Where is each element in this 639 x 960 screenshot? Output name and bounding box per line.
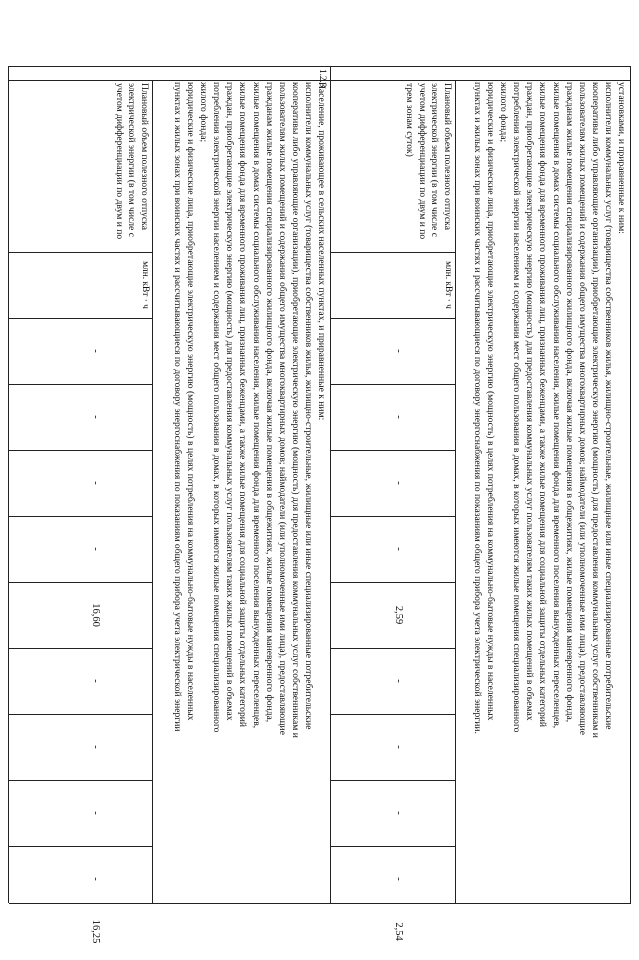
paragraph-line: граждан, приобретающие электрическую энергию (мощность) для предоставления коммунальных услуг пользователям таких жилых помещений в объемах	[524, 82, 536, 721]
value-cell: -	[393, 349, 404, 353]
value-cell: -	[393, 481, 404, 485]
paragraph-line: жилые помещения в домах системы социального обслуживания населения, жилые помещения фонда для временного поселения вынужденных переселенцев,	[250, 82, 262, 729]
value-cell: -	[90, 745, 101, 749]
value-cell: -	[393, 415, 404, 419]
paragraph-line: юридические и физические лица, приобретающие электрическую энергию (мощность) в целях потребления на коммунально-бытовые нужды в населенных	[485, 82, 497, 721]
row-label-line: трем зонам суток)	[404, 83, 416, 157]
paragraph-line: исполнители коммунальных услуг (товарищества собственников жилья, жилищно-строительные, жилищные или иные специализированные потребительские	[303, 82, 314, 730]
cell-divider	[9, 714, 153, 715]
value-cell: -	[393, 811, 404, 815]
paragraph-line: жилые помещения фонда для временного проживания лиц, признанных беженцами, а также жилые помещения для социальной защиты отдельных категорий	[237, 82, 249, 728]
paragraph-line: пользователям жилых помещений и содержания общего имущества многоквартирных домов; наймодатели (или уполномоченные ими лица), предоставляющие	[276, 82, 288, 735]
table-bottom-border	[8, 66, 9, 903]
paragraph-line: исполнители коммунальных услуг (товарищества собственников жилья, жилищно-строительные, жилищные или иные специализированные потребительские	[603, 82, 614, 730]
paragraph-line: потребления электрической энергии населением и содержания мест общего пользования в домах, в которых имеются жилые помещения специализированного	[211, 82, 223, 733]
value-cell: -	[393, 877, 404, 881]
paragraph-line: жилые помещения в домах системы социального обслуживания населения, жилые помещения фонда для временного поселения вынужденных переселенцев,	[550, 82, 562, 729]
row-label-line: учетом дифференциации по двум и по	[416, 83, 428, 240]
value-cell: -	[90, 547, 101, 551]
value-cell: 2,54	[393, 922, 404, 941]
row-label-line: электрической энергии (в том числе с	[126, 83, 138, 237]
value-cell: -	[90, 349, 101, 353]
row-label-line: электрической энергии (в том числе с	[429, 83, 441, 237]
block-2-intro: Население, проживающее в сельских населенных пунктах, и приравненные к ним:	[316, 82, 327, 421]
block-1-intro: установками, и приравненные к ним:	[616, 82, 627, 234]
cell-divider	[9, 384, 153, 385]
value-cell: -	[90, 679, 101, 683]
value-cell: 2,59	[393, 605, 404, 625]
paragraph-line: потребления электрической энергии населением и содержания мест общего пользования в домах, в которых имеются жилые помещения специализированного	[511, 82, 523, 733]
cell-divider	[9, 450, 153, 451]
paragraph-line: жилые помещения фонда для временного проживания лиц, признанных беженцами, а также жилые помещения для социальной защиты отдельных категорий	[537, 82, 549, 728]
cell-divider	[9, 252, 153, 253]
value-cell: -	[393, 745, 404, 749]
cell-divider	[9, 780, 153, 781]
unit-cell: млн. кВт · ч	[140, 261, 150, 309]
row-separator	[330, 66, 331, 903]
value-cell: -	[90, 481, 101, 485]
paragraph-line: юридические и физические лица, приобретающие электрическую энергию (мощность) в целях потребления на коммунально-бытовые нужды в населенных	[185, 82, 197, 721]
value-cell: 16,60	[90, 603, 101, 627]
value-cell: -	[90, 415, 101, 419]
cell-divider	[9, 318, 153, 319]
value-cell: -	[393, 679, 404, 683]
value-cell: -	[90, 877, 101, 881]
cell-divider	[9, 648, 153, 649]
value-cell: -	[393, 547, 404, 551]
paragraph-line: пунктах и жилых зонах при воинских частях и рассчитывающиеся по договору энергоснабжения по показаниям общего прибора учета электрической энергии.	[472, 82, 483, 734]
cell-divider	[9, 516, 153, 517]
cell-divider	[9, 846, 153, 847]
number-col-divider	[9, 66, 631, 67]
value-cell: 16,25	[90, 919, 101, 944]
paragraph-line: кооперативы либо управляющие организации), приобретающие электрическую энергию (мощность) для предоставления коммунальных услуг собственникам и	[589, 82, 601, 738]
paragraph-line: жилого фонда;	[198, 82, 210, 143]
paragraph-line: гражданам жилые помещения специализированного жилищного фонда, включая жилые помещения в общежитиях, жилые помещения маневренного фонда,	[263, 82, 275, 723]
row-label-line: Плановый объем полезного отпуска	[139, 83, 150, 230]
paragraph-line: кооперативы либо управляющие организации), приобретающие электрическую энергию (мощность) для предоставления коммунальных услуг собственникам и	[289, 82, 301, 738]
paragraph-line: гражданам жилые помещения специализированного жилищного фонда, включая жилые помещения в общежитиях, жилые помещения маневренного фонда,	[563, 82, 575, 723]
paragraph-line: жилого фонда;	[498, 82, 510, 143]
row-label-line: Плановый объем полезного отпуска	[442, 83, 453, 230]
block-2-number: 1.2.3	[318, 69, 328, 88]
cell-divider	[9, 582, 153, 583]
table-right-border	[9, 903, 631, 904]
row-label-line: учетом дифференциации по двум и по	[113, 83, 125, 240]
table-top-border	[630, 66, 631, 903]
unit-cell: млн. кВт · ч	[443, 261, 453, 309]
cell-divider	[331, 252, 456, 253]
paragraph-line: пунктах и жилых зонах при воинских частях и рассчитывающиеся по договору энергоснабжения по показаниям общего прибора учета электрической энергии	[172, 82, 183, 732]
value-cell: -	[90, 811, 101, 815]
paragraph-line: граждан, приобретающие электрическую энергию (мощность) для предоставления коммунальных услуг пользователям таких жилых помещений в объемах	[224, 82, 236, 721]
paragraph-line: пользователям жилых помещений и содержания общего имущества многоквартирных домов; наймодатели (или уполномоченные ими лица), предоставляющие	[576, 82, 588, 735]
